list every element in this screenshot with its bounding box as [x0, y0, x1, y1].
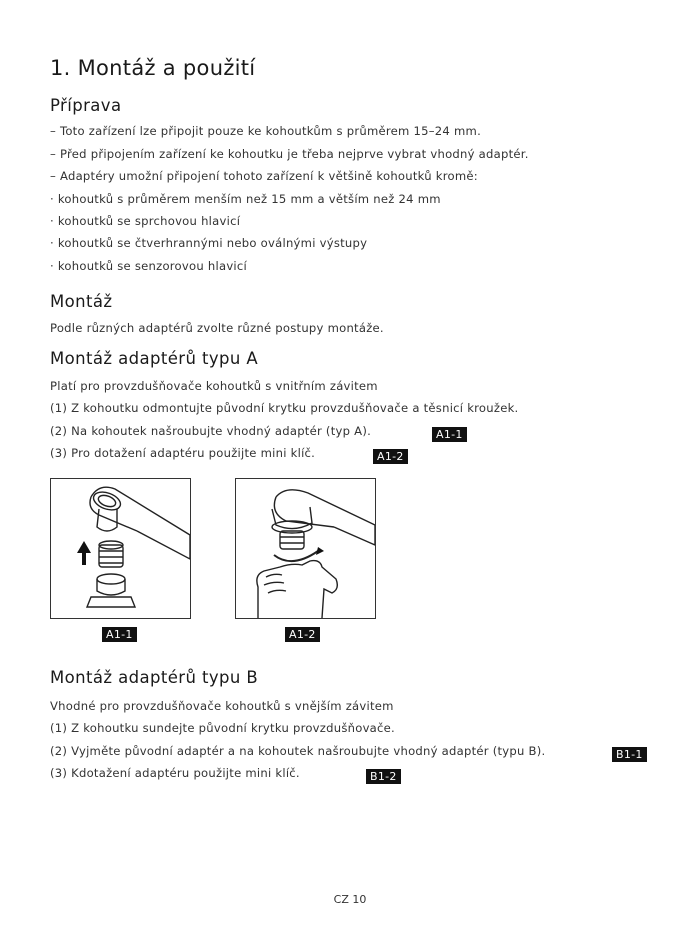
- figure-label-a1-1-text: A1-1: [102, 627, 137, 642]
- figure-a1-1: [50, 478, 191, 619]
- rotation-arrow-icon: [316, 547, 324, 555]
- priprava-bullet-2: · kohoutků se sprchovou hlavicí: [50, 214, 241, 228]
- typ-a-line-2: (1) Z kohoutku odmontujte původní krytku provzdušňovače a těsnicí kroužek.: [50, 401, 519, 415]
- tag-a1-1-label: A1-1: [432, 427, 467, 442]
- tag-b1-2-label: B1-2: [366, 769, 401, 784]
- typ-a-line-1: Platí pro provzdušňovače kohoutků s vnitřním závitem: [50, 379, 378, 393]
- priprava-line-1: – Toto zařízení lze připojit pouze ke kohoutkům s průměrem 15–24 mm.: [50, 124, 482, 138]
- tag-a1-2-label: A1-2: [373, 449, 408, 464]
- tag-a1-2: [373, 445, 408, 464]
- typ-b-line-3: (2) Vyjměte původní adaptér a na kohoutek našroubujte vhodný adaptér (typu B).: [50, 744, 546, 758]
- heading-montaz: Montáž: [50, 292, 113, 311]
- typ-a-line-4: (3) Pro dotažení adaptéru použijte mini klíč.: [50, 446, 316, 460]
- tag-b1-1: [612, 743, 647, 762]
- figure-a1-2: [235, 478, 376, 619]
- figure-label-a1-2: [285, 623, 320, 642]
- priprava-bullet-4: · kohoutků se senzorovou hlavicí: [50, 259, 247, 273]
- priprava-line-2: – Před připojením zařízení ke kohoutku je třeba nejprve vybrat vhodný adaptér.: [50, 147, 529, 161]
- hand-tightening-illustration: [236, 479, 375, 618]
- heading-priprava: Příprava: [50, 96, 122, 115]
- typ-a-line-3: (2) Na kohoutek našroubujte vhodný adaptér (typ A).: [50, 424, 372, 438]
- page-title: 1. Montáž a použití: [50, 56, 256, 80]
- page-number: CZ 10: [333, 893, 367, 906]
- figure-label-a1-2-text: A1-2: [285, 627, 320, 642]
- figure-label-a1-1: [102, 623, 137, 642]
- typ-b-line-2: (1) Z kohoutku sundejte původní krytku provzdušňovače.: [50, 721, 395, 735]
- typ-b-line-1: Vhodné pro provzdušňovače kohoutků s vnějším závitem: [50, 699, 394, 713]
- priprava-line-3: – Adaptéry umožní připojení tohoto zařízení k většině kohoutků kromě:: [50, 169, 478, 183]
- tag-b1-2: [366, 765, 401, 784]
- faucet-adapter-illustration: [51, 479, 190, 618]
- heading-typ-b: Montáž adaptérů typu B: [50, 668, 259, 687]
- priprava-bullet-1: · kohoutků s průměrem menším než 15 mm a větším než 24 mm: [50, 192, 441, 206]
- priprava-bullet-3: · kohoutků se čtverhrannými nebo oválnými výstupy: [50, 236, 368, 250]
- tag-b1-1-label: B1-1: [612, 747, 647, 762]
- tag-a1-1: [432, 423, 467, 442]
- typ-b-line-4: (3) Kdotažení adaptéru použijte mini klíč.: [50, 766, 300, 780]
- montaz-line-1: Podle různých adaptérů zvolte různé postupy montáže.: [50, 321, 384, 335]
- heading-typ-a: Montáž adaptérů typu A: [50, 349, 259, 368]
- arrow-up-icon: [77, 541, 91, 565]
